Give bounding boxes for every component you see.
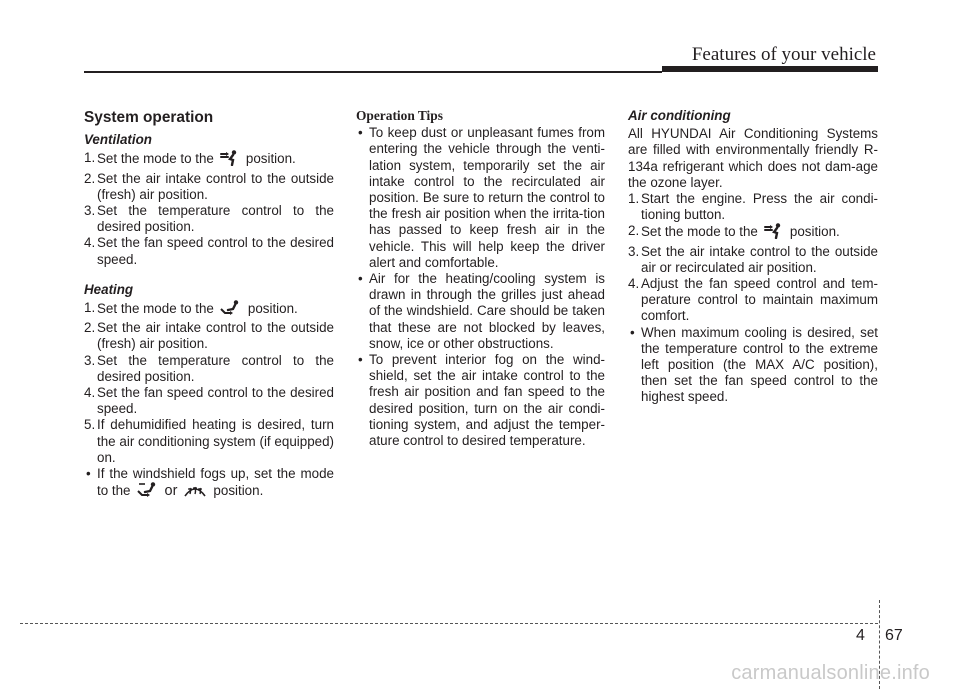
bullet-item: • Air for the heating/cooling system is drawn in through the grilles just ahead of the windshield. Care should be taken that these are not blocked by leaves, snow, ice or other obstructions. xyxy=(356,271,605,352)
section-heading: Operation Tips xyxy=(356,108,443,123)
column-system-operation xyxy=(84,108,334,502)
mode-floor-defrost-icon xyxy=(137,482,159,502)
list-item: 2. Set the air intake control to the outside (fresh) air position. xyxy=(84,320,334,352)
subheading-heating: Heating xyxy=(84,281,134,297)
bullet-item: • When maximum cooling is desired, set the temperature control to the extreme left position (the MAX A/C position), then set the fan speed control to the highest speed. xyxy=(628,325,878,406)
mode-face-icon xyxy=(764,223,784,243)
list-item: 3. Set the temperature control to the desired position. xyxy=(84,203,334,235)
list-item: 2. Set the air intake control to the outside (fresh) air position. xyxy=(84,170,334,202)
list-item: 1. Set the mode to the position. xyxy=(84,300,334,320)
footer-rule xyxy=(20,623,878,624)
column-air-conditioning xyxy=(628,108,878,406)
column-operation-tips xyxy=(356,108,605,449)
list-item: 4. Set the fan speed control to the desired speed. xyxy=(84,235,334,267)
page-header-title: Features of your vehicle xyxy=(691,44,876,65)
list-item: 5. If dehumidified heating is desired, turn the air conditioning system (if equipped) on. xyxy=(84,417,334,465)
section-heading: System operation xyxy=(84,109,214,126)
header-rule-bold xyxy=(662,66,878,72)
bullet-item: • If the windshield fogs up, set the mode to the or position. xyxy=(84,466,334,502)
chapter-number: 4 xyxy=(856,627,865,644)
list-item: 1. Set the mode to the position. xyxy=(84,150,334,170)
list-item: 2. Set the mode to the position. xyxy=(628,223,878,243)
mode-face-icon xyxy=(220,150,240,170)
subheading-ventilation: Ventilation xyxy=(84,132,152,148)
subheading-air-conditioning: Air conditioning xyxy=(628,108,731,123)
list-item: 4. Adjust the fan speed control and tem-perature control to maintain maximum comfort. xyxy=(628,276,878,324)
list-item: 3. Set the temperature control to the desired position. xyxy=(84,352,334,384)
watermark: carmanualsonline.info xyxy=(731,662,930,684)
header-rule xyxy=(84,71,662,73)
bullet-item: • To prevent interior fog on the wind-shield, set the air intake control to the fresh air position and fan speed to the desired position, turn on the air condi-tioning system, and adjust the temper-ature control to desired temperature. xyxy=(356,352,605,449)
list-item: 1. Start the engine. Press the air condi-tioning button. xyxy=(628,191,878,223)
page-number: 67 xyxy=(885,627,903,644)
list-item: 4. Set the fan speed control to the desired speed. xyxy=(84,385,334,417)
defrost-icon xyxy=(183,482,207,502)
list-item: 3. Set the air intake control to the outside air or recirculated air position. xyxy=(628,243,878,275)
intro-paragraph: All HYUNDAI Air Conditioning Systems are filled with environmentally friendly R-134a refrigerant which does not dam-age the ozone layer. xyxy=(628,126,878,190)
bullet-item: • To keep dust or unpleasant fumes from entering the vehicle through the venti-lation system, temporarily set the air intake control to the recirculated air position. Be sure to return the control to the fresh air position when the irrita-tion has passed to keep fresh air in the vehicle. This will help keep the driver alert and comfortable. xyxy=(356,125,605,271)
mode-floor-icon xyxy=(220,300,242,320)
